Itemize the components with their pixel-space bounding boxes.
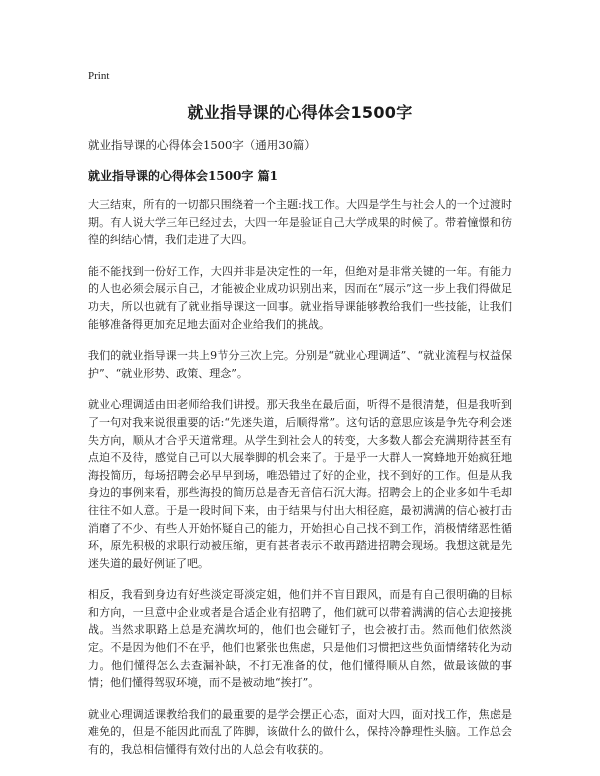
- article-body: [88, 196, 512, 759]
- print-link[interactable]: Print: [88, 70, 110, 82]
- paragraph: 就业心理调适课教给我们的最重要的是学会摆正心态，面对大四，面对找工作，焦虑是难免的，但是不能因此而乱了阵脚，该做什么的做什么，保持冷静理性头脑。工作总会有的，我总相信懂得有效付出的人总会有收获的。: [88, 707, 512, 757]
- paragraph: 相反，我看到身边有好些淡定哥淡定姐，他们并不盲目跟风，而是有自己很明确的目标和方向，一旦意中企业或者是合适企业有招聘了，他们就可以带着满满的信心去迎接挑战。当然求职路上总是充满坎坷的，他们也会碰钉子，也会被打击。然而他们依然淡定。不是因为他们不在乎，他们也紧张也焦虑，只是他们习惯把这些负面情绪转化为动力。他们懂得怎么去查漏补缺，不打无准备的仗，他们懂得顺从自然，做最该做的事情；他们懂得驾驭环境，而不是被动地“挨打”。: [88, 588, 512, 690]
- paragraph: 大三结束，所有的一切都只围绕着一个主题:找工作。大四是学生与社会人的一个过渡时期。有人说大学三年已经过去，大四一年是验证自己大学成果的时候了。带着憧憬和彷徨的纠结心情，我们走进了大四。: [88, 198, 512, 247]
- document-subtitle: 就业指导课的心得体会1500字（通用30篇）: [88, 138, 316, 152]
- document-title: 就业指导课的心得体会1500字: [187, 103, 413, 122]
- paragraph: 就业心理调适由田老师给我们讲授。那天我坐在最后面，听得不是很清楚，但是我听到了一句对我来说很重要的话:“先迷失道，后顺得常”。这句话的意思应该是争先夺利会迷失方向，顺从才合乎天道常理。从学生到社会人的转变，大多数人都会充满期待甚至有点迫不及待，感觉自己可以大展拳脚的机会来了。于是乎一大群人一窝蜂地开始疯狂地海投简历，每场招聘会必早早到场，唯恐错过了好的企业，找不到好的工作。但是从我身边的事例来看，那些海投的简历总是杳无音信石沉大海。招聘会上的企业多如牛毛却往往不如人意。于是一段时间下来，由于结果与付出大相径庭，最初满满的信心被打击消磨了不少、有些人开始怀疑自己的能力，开始担心自己找不到工作，消极情绪恶性循环，原先积极的求职行动被压缩，更有甚者表示不敢再踏进招聘会现场。我想这就是先迷失道的最好例证了吧。: [88, 398, 512, 570]
- paragraph: 我们的就业指导课一共上9节分三次上完。分别是“就业心理调适”、“就业流程与权益保护”、“就业形势、政策、理念”。: [88, 349, 512, 380]
- paragraph: 能不能找到一份好工作，大四并非是决定性的一年，但绝对是非常关键的一年。有能力的人也必须会展示自己，才能被企业成功识别出来，因而在“展示”这一步上我们得做足功夫，所以也就有了就业指导课这一回事。就业指导课能够教给我们一些技能，让我们能够准备得更加充足地去面对企业给我们的挑战。: [88, 264, 512, 331]
- section-heading: 就业指导课的心得体会1500字 篇1: [88, 169, 278, 183]
